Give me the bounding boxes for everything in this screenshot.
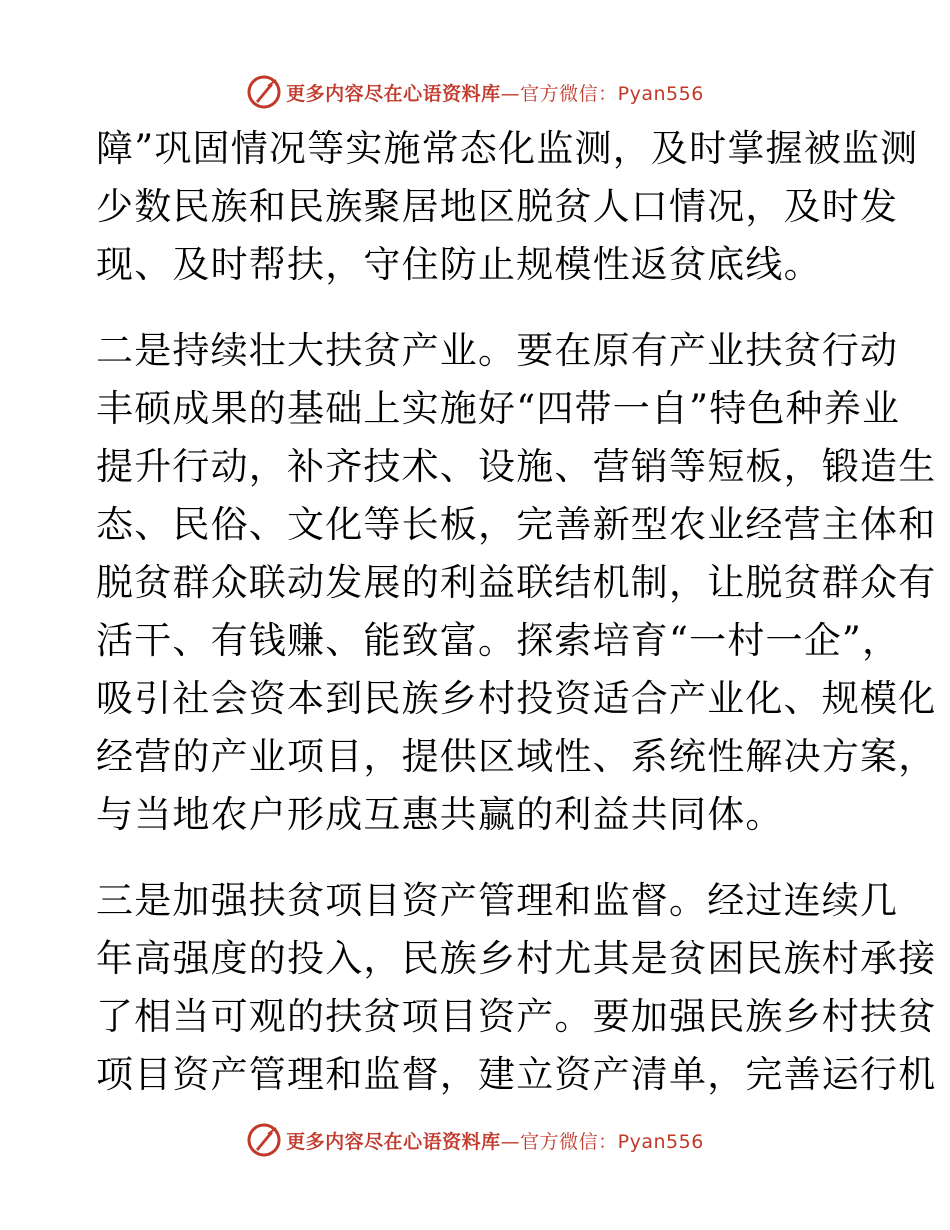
footer-watermark [0,1120,950,1160]
quill-logo-icon [246,1122,282,1158]
watermark-text: 更多内容尽在心语资料库—官方微信：Pyan556 [286,82,704,105]
text-line: 年高强度的投入，民族乡村尤其是贫困民族村承接 [96,937,937,980]
watermark-text: 更多内容尽在心语资料库—官方微信：Pyan556 [286,1130,704,1153]
text-line: 了相当可观的扶贫项目资产。要加强民族乡村扶贫 [96,995,937,1038]
document-body [96,120,937,1104]
text-line: 与当地农户形成互惠共赢的利益共同体。 [96,793,784,836]
text-line: 吸引社会资本到民族乡村投资适合产业化、规模化 [96,677,937,720]
paragraph-2 [96,322,937,844]
text-line: 活干、有钱赚、能致富。探索培育“一村一企”， [96,619,901,662]
text-line: 现、及时帮扶，守住防止规模性返贫底线。 [96,243,822,286]
text-line: 经营的产业项目，提供区域性、系统性解决方案， [96,735,937,778]
header-watermark [0,72,950,112]
text-line: 二是持续壮大扶贫产业。要在原有产业扶贫行动 [96,329,899,372]
paragraph-1 [96,120,919,294]
paragraph-3 [96,872,937,1104]
quill-logo-icon [246,74,282,110]
text-line: 态、民俗、文化等长板，完善新型农业经营主体和 [96,503,937,546]
text-line: 丰硕成果的基础上实施好“四带一自”特色种养业 [96,387,901,430]
text-line: 项目资产管理和监督，建立资产清单，完善运行机 [96,1053,937,1096]
text-line: 三是加强扶贫项目资产管理和监督。经过连续几 [96,879,899,922]
text-line: 障”巩固情况等实施常态化监测，及时掌握被监测 [96,127,919,170]
text-line: 少数民族和民族聚居地区脱贫人口情况，及时发 [96,185,899,228]
text-line: 脱贫群众联动发展的利益联结机制，让脱贫群众有 [96,561,937,604]
text-line: 提升行动，补齐技术、设施、营销等短板，锻造生 [96,445,937,488]
